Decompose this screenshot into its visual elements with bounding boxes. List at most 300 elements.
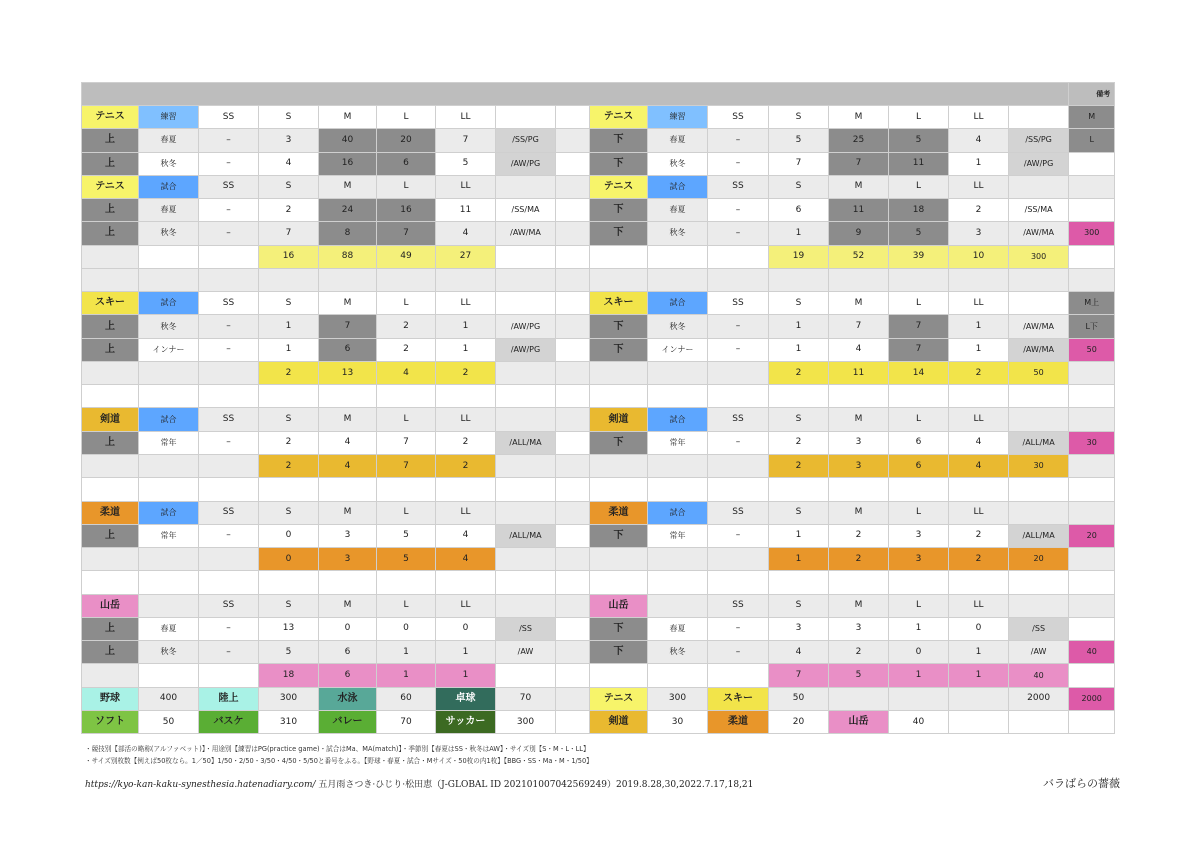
table-cell bbox=[556, 106, 590, 129]
table-cell bbox=[648, 268, 708, 291]
table-cell: テニス bbox=[590, 106, 648, 129]
table-cell bbox=[436, 571, 496, 594]
table-cell: 下 bbox=[590, 617, 648, 640]
table-cell bbox=[1069, 268, 1115, 291]
table-cell: 2 bbox=[259, 431, 319, 454]
table-cell: 秋冬 bbox=[648, 152, 708, 175]
table-cell: /SS/MA bbox=[1009, 199, 1069, 222]
table-cell: テニス bbox=[590, 687, 648, 710]
table-cell: 300 bbox=[496, 710, 556, 733]
table-cell: ソフト bbox=[82, 710, 139, 733]
table-cell: LL bbox=[436, 501, 496, 524]
table-cell: 2 bbox=[769, 361, 829, 384]
table-cell: 19 bbox=[769, 245, 829, 268]
table-cell bbox=[496, 268, 556, 291]
table-cell: – bbox=[199, 524, 259, 547]
table-cell bbox=[708, 385, 769, 408]
table-cell bbox=[496, 175, 556, 198]
table-cell bbox=[590, 268, 648, 291]
table-cell bbox=[556, 548, 590, 571]
table-cell bbox=[199, 664, 259, 687]
table-cell: 1 bbox=[769, 548, 829, 571]
table-cell bbox=[889, 478, 949, 501]
table-cell: – bbox=[708, 524, 769, 547]
table-cell: 8 bbox=[319, 222, 377, 245]
table-cell: 2 bbox=[769, 431, 829, 454]
table-cell bbox=[436, 478, 496, 501]
table-cell: LL bbox=[949, 106, 1009, 129]
table-cell: 2 bbox=[436, 431, 496, 454]
table-cell bbox=[648, 548, 708, 571]
table-cell: 10 bbox=[949, 245, 1009, 268]
table-cell bbox=[829, 268, 889, 291]
table-cell: 30 bbox=[1009, 454, 1069, 477]
table-cell bbox=[590, 454, 648, 477]
table-cell: 5 bbox=[377, 524, 436, 547]
table-cell: 春夏 bbox=[648, 199, 708, 222]
table-cell: 野球 bbox=[82, 687, 139, 710]
table-cell: 20 bbox=[377, 129, 436, 152]
table-cell bbox=[496, 361, 556, 384]
table-cell: 3 bbox=[769, 617, 829, 640]
footer-credit-text: 五月雨さつき·ひじり·松田恵（J-GLOBAL ID 202101007042569249）2019.8.28,30,2022.7.17,18,21 bbox=[318, 780, 754, 790]
table-cell: 13 bbox=[319, 361, 377, 384]
table-cell: 2000 bbox=[1069, 687, 1115, 710]
table-cell: テニス bbox=[590, 175, 648, 198]
table-cell bbox=[259, 268, 319, 291]
table-cell bbox=[199, 268, 259, 291]
table-cell bbox=[556, 129, 590, 152]
table-cell bbox=[648, 361, 708, 384]
table-cell: – bbox=[199, 129, 259, 152]
table-cell bbox=[769, 385, 829, 408]
table-cell bbox=[82, 385, 139, 408]
table-cell bbox=[82, 548, 139, 571]
table-row bbox=[82, 129, 1115, 152]
table-cell: 3 bbox=[829, 617, 889, 640]
table-cell: 2 bbox=[769, 454, 829, 477]
table-cell bbox=[829, 385, 889, 408]
table-cell bbox=[496, 571, 556, 594]
table-cell: 練習 bbox=[648, 106, 708, 129]
table-row bbox=[82, 617, 1115, 640]
note-line: ・サイズ別枚数【例えば50枚なら。1／50】1/50・2/50・3/50・4/50・5/50と番号をふる。【野球・春夏・試合・Mサイズ・50枚の内1枚】【BBG・SS・Ma・M・1/50】 bbox=[85, 757, 593, 765]
table-cell bbox=[556, 454, 590, 477]
table-cell: SS bbox=[708, 106, 769, 129]
table-cell: 7 bbox=[377, 431, 436, 454]
table-cell: 2 bbox=[829, 548, 889, 571]
table-cell: 上 bbox=[82, 152, 139, 175]
table-cell: 試合 bbox=[648, 292, 708, 315]
table-row bbox=[82, 361, 1115, 384]
table-cell: – bbox=[199, 315, 259, 338]
table-cell: M bbox=[829, 292, 889, 315]
table-cell: /AW bbox=[1009, 641, 1069, 664]
table-cell: L bbox=[377, 106, 436, 129]
table-cell: /AW/MA bbox=[1009, 338, 1069, 361]
table-cell: 6 bbox=[319, 338, 377, 361]
table-cell bbox=[82, 478, 139, 501]
table-row bbox=[82, 501, 1115, 524]
table-cell: 70 bbox=[377, 710, 436, 733]
table-cell: 310 bbox=[259, 710, 319, 733]
table-cell: LL bbox=[949, 292, 1009, 315]
table-cell: /AW/PG bbox=[496, 152, 556, 175]
table-cell: 2 bbox=[949, 548, 1009, 571]
table-cell bbox=[708, 361, 769, 384]
notes-block bbox=[85, 743, 593, 767]
table-cell: 3 bbox=[889, 524, 949, 547]
table-cell bbox=[1009, 106, 1069, 129]
table-cell: 3 bbox=[829, 431, 889, 454]
table-cell: 5 bbox=[829, 664, 889, 687]
table-cell bbox=[496, 292, 556, 315]
table-cell: 上 bbox=[82, 129, 139, 152]
table-cell bbox=[949, 710, 1009, 733]
table-cell bbox=[377, 478, 436, 501]
table-cell: 52 bbox=[829, 245, 889, 268]
table-cell: – bbox=[708, 222, 769, 245]
table-cell: 40 bbox=[1009, 664, 1069, 687]
table-cell: L bbox=[377, 408, 436, 431]
table-cell bbox=[139, 268, 199, 291]
table-cell: 16 bbox=[259, 245, 319, 268]
table-cell bbox=[1009, 408, 1069, 431]
table-cell bbox=[949, 268, 1009, 291]
table-cell bbox=[319, 478, 377, 501]
table-cell: 0 bbox=[319, 617, 377, 640]
table-cell: 30 bbox=[1069, 431, 1115, 454]
table-cell: 20 bbox=[769, 710, 829, 733]
table-cell bbox=[556, 338, 590, 361]
table-cell: 0 bbox=[259, 548, 319, 571]
table-cell: – bbox=[708, 338, 769, 361]
table-cell: – bbox=[708, 152, 769, 175]
table-cell: 2 bbox=[259, 199, 319, 222]
table-cell bbox=[319, 571, 377, 594]
table-cell bbox=[82, 664, 139, 687]
table-row bbox=[82, 222, 1115, 245]
table-cell: 16 bbox=[377, 199, 436, 222]
table-cell bbox=[496, 408, 556, 431]
table-cell bbox=[139, 245, 199, 268]
table-cell: – bbox=[708, 199, 769, 222]
table-cell bbox=[708, 478, 769, 501]
table-cell: SS bbox=[199, 408, 259, 431]
table-cell: – bbox=[708, 315, 769, 338]
header-bar bbox=[82, 83, 1115, 106]
table-cell: 7 bbox=[377, 222, 436, 245]
table-row bbox=[82, 548, 1115, 571]
table-cell bbox=[1069, 710, 1115, 733]
table-cell: 300 bbox=[259, 687, 319, 710]
table-cell bbox=[1069, 361, 1115, 384]
table-cell bbox=[556, 478, 590, 501]
table-cell: L bbox=[377, 292, 436, 315]
table-cell: テニス bbox=[82, 106, 139, 129]
table-cell bbox=[556, 710, 590, 733]
table-cell: 49 bbox=[377, 245, 436, 268]
table-cell: 1 bbox=[769, 315, 829, 338]
table-cell: 1 bbox=[949, 338, 1009, 361]
table-cell: – bbox=[199, 431, 259, 454]
table-cell: L bbox=[889, 175, 949, 198]
table-cell bbox=[1069, 175, 1115, 198]
table-cell: 1 bbox=[769, 524, 829, 547]
table-cell: 柔道 bbox=[82, 501, 139, 524]
table-cell: 3 bbox=[889, 548, 949, 571]
table-cell bbox=[1069, 548, 1115, 571]
table-cell bbox=[319, 268, 377, 291]
note-line: ・競技別【部活の略称(アルファベット)】・用途別【練習はPG(practice game)・試合はMa、MA(match)】・季節別【春夏はSS・秋冬はAW】・サイズ別【S・M・L・LL】 bbox=[85, 745, 590, 753]
table-cell bbox=[1069, 501, 1115, 524]
table-cell: SS bbox=[199, 292, 259, 315]
table-cell: 1 bbox=[436, 664, 496, 687]
table-cell bbox=[82, 268, 139, 291]
table-cell: 1 bbox=[889, 617, 949, 640]
table-cell bbox=[496, 594, 556, 617]
table-cell: 50 bbox=[1009, 361, 1069, 384]
table-cell: /SS/PG bbox=[496, 129, 556, 152]
table-cell bbox=[1009, 594, 1069, 617]
table-cell: – bbox=[199, 222, 259, 245]
table-cell: 7 bbox=[319, 315, 377, 338]
table-row bbox=[82, 245, 1115, 268]
table-cell: /AW/PG bbox=[1009, 152, 1069, 175]
table-cell bbox=[1069, 408, 1115, 431]
table-cell: 試合 bbox=[139, 408, 199, 431]
table-cell: 27 bbox=[436, 245, 496, 268]
table-cell: 20 bbox=[1069, 524, 1115, 547]
table-cell: – bbox=[199, 152, 259, 175]
table-cell: 上 bbox=[82, 617, 139, 640]
table-row bbox=[82, 408, 1115, 431]
table-row bbox=[82, 385, 1115, 408]
table-cell: L bbox=[377, 175, 436, 198]
table-cell bbox=[648, 385, 708, 408]
table-cell: 50 bbox=[769, 687, 829, 710]
table-cell bbox=[139, 478, 199, 501]
table-cell: 1 bbox=[949, 664, 1009, 687]
table-cell: M bbox=[829, 594, 889, 617]
table-cell: S bbox=[769, 594, 829, 617]
table-cell: 1 bbox=[769, 222, 829, 245]
table-cell: 60 bbox=[377, 687, 436, 710]
table-cell bbox=[648, 478, 708, 501]
table-cell: 7 bbox=[829, 152, 889, 175]
table-cell bbox=[949, 571, 1009, 594]
table-cell: 柔道 bbox=[590, 501, 648, 524]
table-cell bbox=[1009, 478, 1069, 501]
table-cell: S bbox=[259, 501, 319, 524]
table-cell: 7 bbox=[769, 152, 829, 175]
table-cell: L bbox=[889, 292, 949, 315]
table-cell bbox=[82, 245, 139, 268]
table-cell: 剣道 bbox=[590, 710, 648, 733]
table-cell: 6 bbox=[377, 152, 436, 175]
table-cell: /ALL/MA bbox=[496, 524, 556, 547]
table-cell bbox=[496, 478, 556, 501]
table-cell: M bbox=[319, 292, 377, 315]
table-cell: 柔道 bbox=[708, 710, 769, 733]
table-cell bbox=[496, 106, 556, 129]
table-cell: 4 bbox=[319, 454, 377, 477]
table-cell: 0 bbox=[377, 617, 436, 640]
table-cell: 5 bbox=[259, 641, 319, 664]
table-cell: 88 bbox=[319, 245, 377, 268]
table-cell bbox=[319, 385, 377, 408]
table-cell: L bbox=[889, 408, 949, 431]
table-cell bbox=[199, 385, 259, 408]
table-cell: 25 bbox=[829, 129, 889, 152]
table-cell: 5 bbox=[377, 548, 436, 571]
table-cell bbox=[436, 385, 496, 408]
table-cell: S bbox=[769, 408, 829, 431]
table-cell: 7 bbox=[377, 454, 436, 477]
table-cell: 4 bbox=[259, 152, 319, 175]
table-cell bbox=[1069, 664, 1115, 687]
table-cell bbox=[1069, 199, 1115, 222]
table-cell bbox=[199, 571, 259, 594]
table-cell: – bbox=[199, 617, 259, 640]
table-cell: L bbox=[377, 501, 436, 524]
table-cell bbox=[889, 268, 949, 291]
table-cell bbox=[769, 478, 829, 501]
table-cell bbox=[889, 571, 949, 594]
table-cell bbox=[590, 571, 648, 594]
table-cell: 春夏 bbox=[648, 617, 708, 640]
table-cell: 11 bbox=[829, 199, 889, 222]
table-cell: 試合 bbox=[139, 175, 199, 198]
table-cell: 1 bbox=[889, 664, 949, 687]
table-cell: S bbox=[769, 292, 829, 315]
table-cell bbox=[1069, 571, 1115, 594]
table-cell bbox=[1009, 385, 1069, 408]
table-cell: バスケ bbox=[199, 710, 259, 733]
table-cell bbox=[556, 268, 590, 291]
table-cell bbox=[496, 454, 556, 477]
table-row bbox=[82, 338, 1115, 361]
table-cell: 下 bbox=[590, 431, 648, 454]
table-cell: SS bbox=[708, 594, 769, 617]
table-cell: 1 bbox=[377, 664, 436, 687]
table-cell bbox=[949, 478, 1009, 501]
table-cell: 秋冬 bbox=[139, 152, 199, 175]
table-cell bbox=[139, 571, 199, 594]
table-cell: 秋冬 bbox=[648, 315, 708, 338]
table-cell: L bbox=[1069, 129, 1115, 152]
table-cell: 7 bbox=[259, 222, 319, 245]
table-cell bbox=[556, 501, 590, 524]
table-row bbox=[82, 710, 1115, 733]
table-cell: 5 bbox=[889, 129, 949, 152]
table-cell bbox=[556, 641, 590, 664]
table-cell bbox=[590, 664, 648, 687]
table-cell bbox=[1009, 292, 1069, 315]
table-cell: /AW/PG bbox=[496, 315, 556, 338]
table-cell bbox=[556, 664, 590, 687]
table-cell: 2 bbox=[949, 199, 1009, 222]
table-cell: インナー bbox=[648, 338, 708, 361]
table-cell bbox=[1069, 152, 1115, 175]
table-cell: 3 bbox=[319, 524, 377, 547]
table-cell bbox=[708, 548, 769, 571]
table-cell: 18 bbox=[889, 199, 949, 222]
table-cell: 下 bbox=[590, 338, 648, 361]
table-cell bbox=[556, 199, 590, 222]
table-cell: 剣道 bbox=[590, 408, 648, 431]
table-cell bbox=[199, 548, 259, 571]
table-cell bbox=[1069, 454, 1115, 477]
table-cell: /SS/PG bbox=[1009, 129, 1069, 152]
table-cell: 2 bbox=[829, 524, 889, 547]
table-cell: 3 bbox=[829, 454, 889, 477]
table-cell: 4 bbox=[436, 524, 496, 547]
table-cell bbox=[556, 245, 590, 268]
table-cell bbox=[949, 385, 1009, 408]
table-cell: 50 bbox=[139, 710, 199, 733]
table-cell: 1 bbox=[436, 338, 496, 361]
table-cell: 40 bbox=[319, 129, 377, 152]
table-cell: M bbox=[829, 106, 889, 129]
table-cell: 下 bbox=[590, 524, 648, 547]
table-cell: 7 bbox=[889, 338, 949, 361]
table-cell: 4 bbox=[949, 431, 1009, 454]
table-cell: 1 bbox=[949, 641, 1009, 664]
table-cell bbox=[556, 222, 590, 245]
table-row bbox=[82, 478, 1115, 501]
table-cell: 0 bbox=[259, 524, 319, 547]
table-cell: 20 bbox=[1009, 548, 1069, 571]
table-cell: 0 bbox=[436, 617, 496, 640]
table-cell bbox=[648, 454, 708, 477]
table-cell bbox=[829, 478, 889, 501]
table-cell bbox=[82, 361, 139, 384]
table-cell: 山岳 bbox=[590, 594, 648, 617]
table-cell: 下 bbox=[590, 129, 648, 152]
table-cell: 剣道 bbox=[82, 408, 139, 431]
table-cell bbox=[889, 687, 949, 710]
table-cell bbox=[556, 524, 590, 547]
table-cell: M bbox=[829, 501, 889, 524]
table-cell: SS bbox=[199, 106, 259, 129]
table-cell bbox=[590, 245, 648, 268]
table-cell: S bbox=[769, 501, 829, 524]
table-cell bbox=[1009, 268, 1069, 291]
footer-title: バラばらの薔薇 bbox=[1043, 777, 1120, 790]
table-cell: – bbox=[708, 617, 769, 640]
table-cell: /SS bbox=[1009, 617, 1069, 640]
table-cell: M bbox=[1069, 106, 1115, 129]
table-cell: 6 bbox=[319, 641, 377, 664]
table-row bbox=[82, 292, 1115, 315]
table-cell: サッカー bbox=[436, 710, 496, 733]
table-cell: 春夏 bbox=[139, 199, 199, 222]
table-cell bbox=[1009, 501, 1069, 524]
table-cell: 1 bbox=[259, 338, 319, 361]
table-cell: /AW/PG bbox=[496, 338, 556, 361]
table-cell bbox=[377, 571, 436, 594]
table-cell: 秋冬 bbox=[139, 641, 199, 664]
table-cell: 山岳 bbox=[82, 594, 139, 617]
table-cell bbox=[556, 408, 590, 431]
table-cell: バレー bbox=[319, 710, 377, 733]
table-cell: 16 bbox=[319, 152, 377, 175]
footer-credit bbox=[85, 777, 753, 790]
table-cell bbox=[139, 548, 199, 571]
table-cell: 常年 bbox=[139, 524, 199, 547]
table-cell: 6 bbox=[889, 454, 949, 477]
